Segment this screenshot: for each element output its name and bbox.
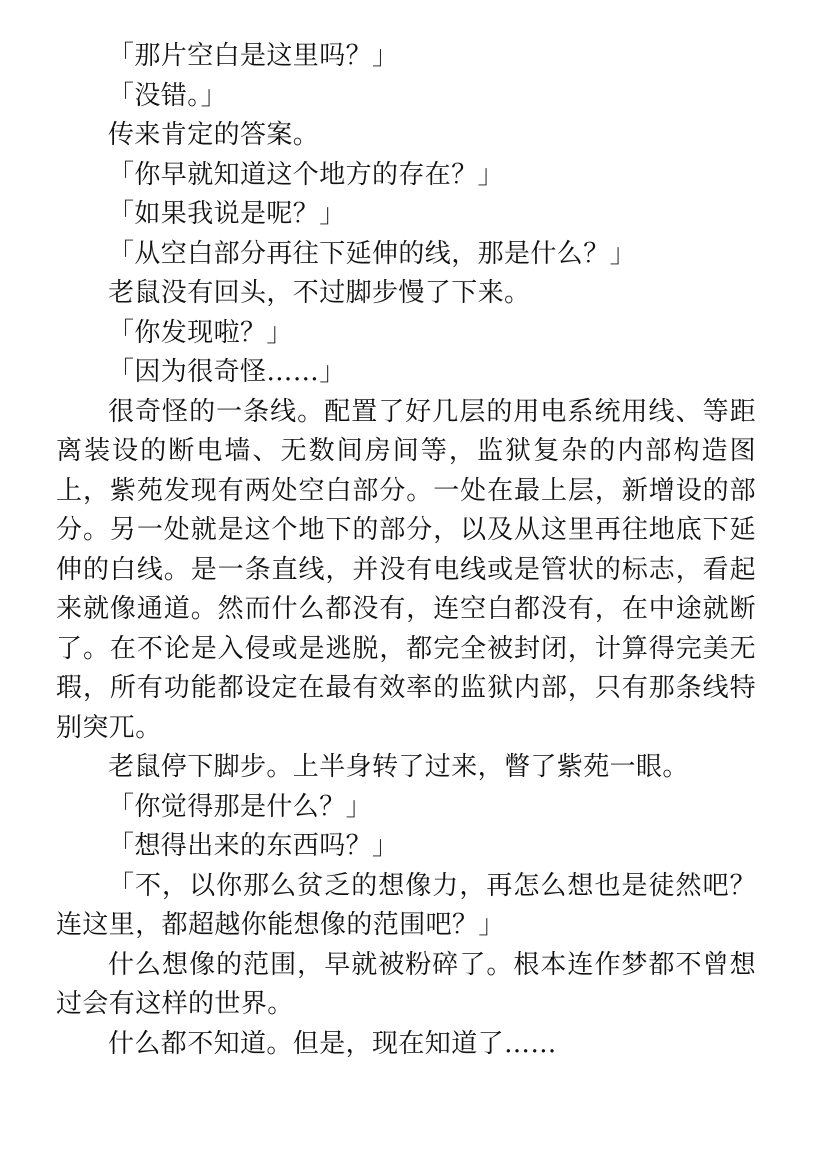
narration-paragraph: 老鼠停下脚步。上半身转了过来，瞥了紫苑一眼。 <box>108 752 689 782</box>
dialogue-line: 「不，以你那么贫乏的想像力，再怎么想也是徒然吧？连这里，都超越你能想像的范围吧？」 <box>56 870 756 940</box>
dialogue-line: 「那片空白是这里吗？」 <box>108 41 399 71</box>
narration-paragraph: 很奇怪的一条线。配置了好几层的用电系统用线、等距离装设的断电墙、无数间房间等，监狱复杂的内部构造图上，紫苑发现有两处空白部分。一处在最上层，新增设的部分。另一处就是这个地下的部分，以及从这里再往地底下延伸的白线。是一条直线，并没有电线或是管状的标志，看起来就像通道。然而什么都没有，连空白都没有，在中途就断了。在不论是入侵或是逃脱，都完全被封闭，计算得完美无瑕，所有功能都设定在最有效率的监狱内部，只有那条线特别突兀。 <box>56 396 756 743</box>
dialogue-line: 「你觉得那是什么？」 <box>108 791 373 822</box>
narration-paragraph: 什么都不知道。但是，现在知道了…… <box>108 1028 557 1059</box>
dialogue-line: 「想得出来的东西吗？」 <box>108 831 399 861</box>
dialogue-line: 「你早就知道这个地方的存在？」 <box>108 159 505 190</box>
book-page <box>56 37 756 1064</box>
narration-paragraph: 什么想像的范围，早就被粉碎了。根本连作梦都不曾想过会有这样的世界。 <box>56 949 756 1019</box>
dialogue-line: 「从空白部分再往下延伸的线，那是什么？」 <box>108 238 637 269</box>
dialogue-line: 「你发现啦？」 <box>108 317 293 348</box>
dialogue-line: 「没错。」 <box>108 80 228 111</box>
dialogue-line: 「如果我说是呢？」 <box>108 199 346 229</box>
narration-paragraph: 传来肯定的答案。 <box>108 120 320 150</box>
dialogue-line: 「因为很奇怪……」 <box>108 357 346 387</box>
narration-paragraph: 老鼠没有回头，不过脚步慢了下来。 <box>108 278 531 308</box>
